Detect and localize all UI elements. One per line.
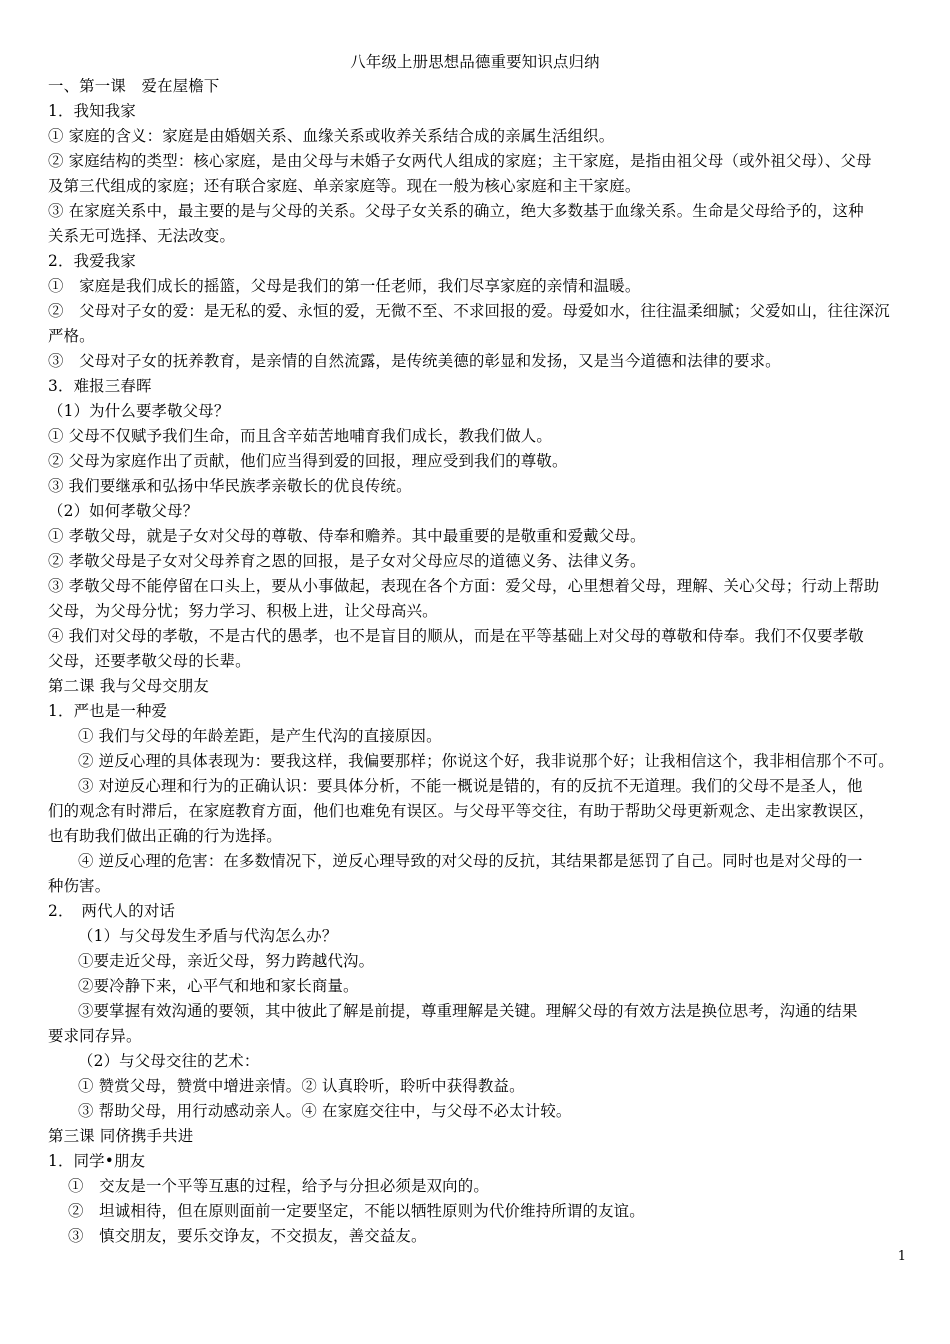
document-title: 八年级上册思想品德重要知识点归纳 [350,53,600,71]
text-line: ① 交友是一个平等互惠的过程，给予与分担必须是双向的。 [68,1177,489,1195]
text-line: ③ 慎交朋友，要乐交诤友，不交损友，善交益友。 [68,1227,427,1245]
text-line: ③ 帮助父母，用行动感动亲人。④ 在家庭交往中，与父母不必太计较。 [78,1102,572,1120]
text-line: ③ 孝敬父母不能停留在口头上，要从小事做起，表现在各个方面：爱父母，心里想着父母，理解、关心父母；行动上帮助 [48,577,880,595]
text-line: ① 孝敬父母，就是子女对父母的尊敬、侍奉和赡养。其中最重要的是敬重和爱戴父母。 [48,527,646,545]
text-line: 要求同存异。 [48,1027,142,1045]
text-line: 种伤害。 [48,877,111,895]
text-line: ③ 在家庭关系中，最主要的是与父母的关系。父母子女关系的确立，绝大多数基于血缘关系。生命是父母给予的，这种 [48,202,864,220]
text-line: ③ 我们要继承和弘扬中华民族孝亲敬长的优良传统。 [48,477,412,495]
text-line: 严格。 [48,327,95,345]
text-line: ② 父母对子女的爱：是无私的爱、永恒的爱，无微不至、不求回报的爱。母爱如水，往往温柔细腻；父爱如山，往往深沉 [48,302,890,320]
text-line: ① 我们与父母的年龄差距，是产生代沟的直接原因。 [78,727,442,745]
text-line: 父母，为父母分忧；努力学习、积极上进，让父母高兴。 [48,602,438,620]
text-line: ④ 逆反心理的危害：在多数情况下，逆反心理导致的对父母的反抗，其结果都是惩罚了自己。同时也是对父母的一 [78,852,863,870]
text-line: ③要掌握有效沟通的要领，其中彼此了解是前提，尊重理解是关键。理解父母的有效方法是换位思考，沟通的结果 [78,1002,858,1020]
question-heading: （1）为什么要孝敬父母？ [48,402,230,420]
text-line: ① 父母不仅赋予我们生命，而且含辛茹苦地哺育我们成长，教我们做人。 [48,427,552,445]
text-line: ③ 父母对子女的抚养教育，是亲情的自然流露，是传统美德的彰显和发扬，又是当今道德和法律的要求。 [48,352,781,370]
section-heading-lesson-3: 第三课 同侪携手共进 [48,1127,194,1145]
subsection-heading: 2． 两代人的对话 [48,902,176,920]
subsection-heading: 1．严也是一种爱 [48,702,168,720]
text-line: ② 逆反心理的具体表现为：要我这样，我偏要那样；你说这个好，我非说那个好；让我相信这个，我非相信那个不可。 [78,752,894,770]
question-heading: （2）与父母交往的艺术： [78,1052,260,1070]
text-line: ② 家庭结构的类型：核心家庭，是由父母与未婚子女两代人组成的家庭；主干家庭，是指由祖父母（或外祖父母）、父母 [48,152,872,170]
text-line: ② 父母为家庭作出了贡献，他们应当得到爱的回报，理应受到我们的尊敬。 [48,452,568,470]
text-line: ① 家庭的含义：家庭是由婚姻关系、血缘关系或收养关系结合成的亲属生活组织。 [48,127,615,145]
question-heading: （2）如何孝敬父母？ [48,502,199,520]
question-heading: （1）与父母发生矛盾与代沟怎么办？ [78,927,338,945]
subsection-heading: 2．我爱我家 [48,252,136,270]
subsection-heading: 1．我知我家 [48,102,136,120]
subsection-heading: 1．同学•朋友 [48,1152,146,1170]
page-number: 1 [897,1249,906,1264]
text-line: 及第三代组成的家庭；还有联合家庭、单亲家庭等。现在一般为核心家庭和主干家庭。 [48,177,641,195]
text-line: ③ 对逆反心理和行为的正确认识：要具体分析，不能一概说是错的，有的反抗不无道理。我们的父母不是圣人，他 [78,777,863,795]
text-line: ① 家庭是我们成长的摇篮，父母是我们的第一任老师，我们尽享家庭的亲情和温暖。 [48,277,641,295]
text-line: ① 赞赏父母，赞赏中增进亲情。② 认真聆听，聆听中获得教益。 [78,1077,525,1095]
text-line: 也有助我们做出正确的行为选择。 [48,827,282,845]
text-line: 们的观念有时滞后，在家庭教育方面，他们也难免有误区。与父母平等交往，有助于帮助父母更新观念、走出家教误区， [48,802,875,820]
text-line: 关系无可选择、无法改变。 [48,227,236,245]
text-line: ② 坦诚相待，但在原则面前一定要坚定，不能以牺牲原则为代价维持所谓的友谊。 [68,1202,645,1220]
text-line: ②要冷静下来，心平气和地和家长商量。 [78,977,359,995]
section-heading-lesson-1: 一、第一课 爱在屋檐下 [48,77,220,95]
text-line: ② 孝敬父母是子女对父母养育之恩的回报，是子女对父母应尽的道德义务、法律义务。 [48,552,646,570]
section-heading-lesson-2: 第二课 我与父母交朋友 [48,677,209,695]
text-line: ④ 我们对父母的孝敬，不是古代的愚孝，也不是盲目的顺从，而是在平等基础上对父母的尊敬和侍奉。我们不仅要孝敬 [48,627,864,645]
subsection-heading: 3．难报三春晖 [48,377,152,395]
text-line: 父母，还要孝敬父母的长辈。 [48,652,251,670]
text-line: ①要走近父母，亲近父母，努力跨越代沟。 [78,952,375,970]
